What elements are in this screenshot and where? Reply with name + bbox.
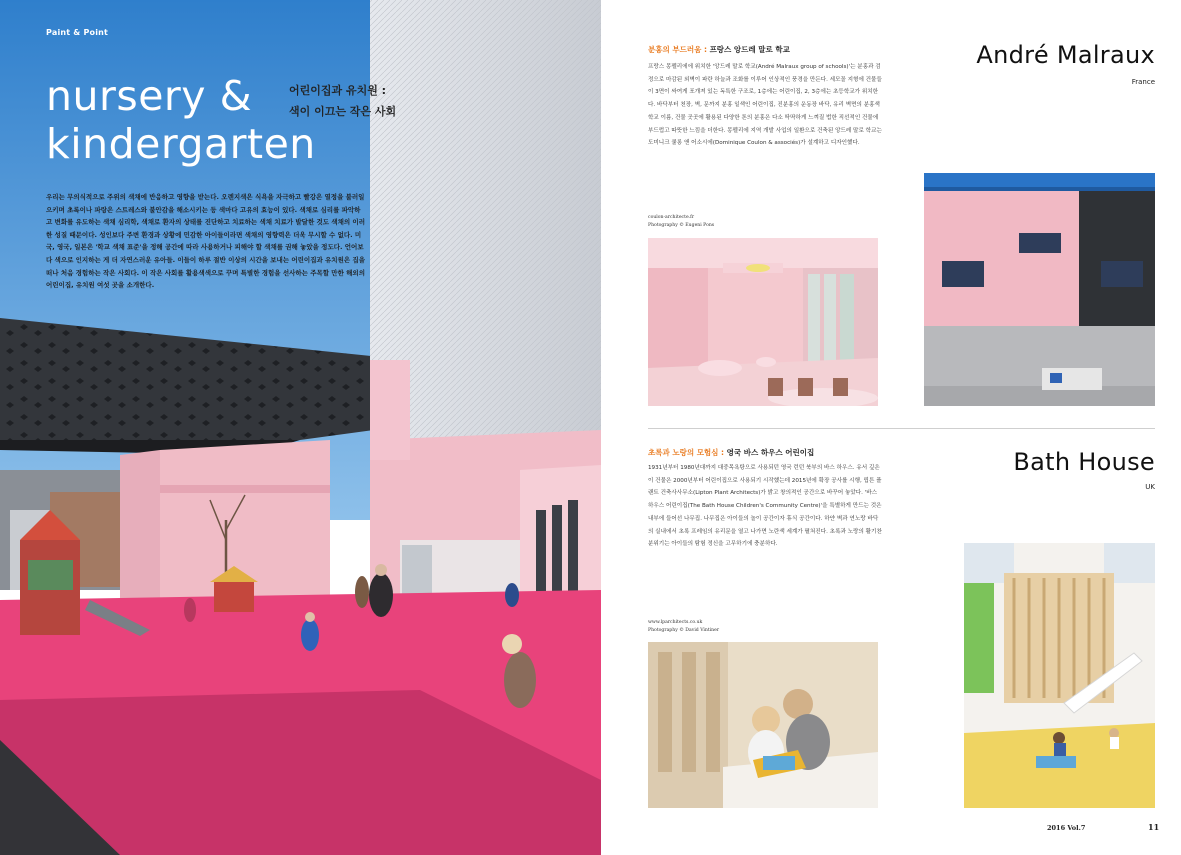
credit-photographer: Photography © Eugeni Pons (648, 223, 715, 228)
school-name-bath-house: Bath House (1013, 448, 1155, 476)
issue-label: 2016 Vol.7 (1047, 824, 1086, 832)
article-heading-andre-malraux (648, 44, 790, 55)
article-heading-separator: : (718, 448, 727, 457)
feature-title (46, 72, 316, 168)
article-divider (648, 428, 1155, 429)
article-heading-accent: 초록과 노랑의 모험심 (648, 448, 719, 457)
article-heading-separator: : (701, 45, 710, 54)
wooden-treehouse-photo (964, 543, 1155, 808)
school-name-andre-malraux: André Malraux (976, 41, 1155, 69)
photo-credit-andre-malraux (648, 214, 714, 230)
school-country-bath-house: UK (1145, 483, 1155, 491)
pink-classroom-photo (648, 238, 878, 406)
feature-title-line-1: nursery & (46, 72, 253, 120)
feature-title-line-2: kindergarten (46, 120, 316, 168)
feature-subtitle-line-2: 색이 이끄는 작은 사회 (289, 105, 397, 118)
credit-website: www.lparchitects.co.uk (648, 620, 703, 625)
article-heading-accent: 분홍의 부드러움 (648, 45, 702, 54)
credit-website: coulon-architecte.fr (648, 215, 695, 220)
article-heading-bath-house (648, 447, 814, 458)
feature-subtitle-line-1: 어린이집과 유치원 : (289, 84, 387, 97)
article-body-bath-house: 1931년부터 1980년대까지 대중목욕탕으로 사용되던 영국 런던 북부의 바스 하우스. 유서 깊은 이 건물은 2000년부터 어린이집으로 사용되기 시작했는데 2015년에 확장 공사를 시행, 립튼 플랜트 건축사사무소(Lipton Plant Architects)가 밝고 창의적인 공간으로 바꾸어 놓았다. '바스 하우스 어린이집(The Bath House Children's Community Centre)'을 특별하게 만드는 것은 내부에 들어선 나무집. 나무집은 아이들의 놀이 공간이자 휴식 공간이다. 하얀 벽과 연노랑 바닥의 실내에서 초록 프레임의 유리문을 열고 나가면 노란색 세계가 펼쳐진다. 초록과 노랑의 활기찬 분위기는 아이들의 탐험 정신을 고무하기에 충분하다. (648, 465, 882, 548)
intro-paragraph: 우리는 무의식적으로 주위의 색채에 반응하고 영향을 받는다. 오렌지색은 식욕을 자극하고 빨강은 열정을 불러일으키며 초록이나 파랑은 스트레스와 불안감을 해소시키는 등 색마다 고유의 효능이 있다. 색채로 심리를 파악하고 변화를 유도하는 색채 심리학, 색채로 환자의 상태를 진단하고 치료하는 색채 치료가 발달한 것도 색채의 이러한 성질 때문이다. 성인보다 주변 환경과 상황에 민감한 아이들이라면 색채의 영향력은 더욱 무시할 수 없다. 미국, 영국, 일본은 '학교 색채 표준'을 정해 공간에 따라 사용하거나 피해야 할 색채를 권해 놓았을 정도다. 언어보다 색으로 인지하는 게 더 자연스러운 유아들. 이들이 하루 절반 이상의 시간을 보내는 어린이집과 유치원은 집을 떠나 처음 경험하는 작은 사회다. 이 작은 사회를 활용색색으로 꾸며 특별한 경험을 선사하는 주목할 만한 해외의 어린이집, 유치원 여섯 곳을 소개한다. (46, 193, 365, 290)
page-number: 11 (1148, 822, 1160, 832)
feature-subtitle (289, 80, 396, 122)
article-body-andre-malraux: 프랑스 몽펠리에에 위치한 '앙드레 말로 학교(André Malraux group of schools)'는 분홍과 검정으로 마감된 외벽이 파란 하늘과 조화를 이루어 인상적인 풍경을 만든다. 세모꼴 지형에 건물들이 3면이 싸여게 포개져 있는 독특한 구조로, 1층에는 어린이집, 2, 3층에는 초등학교가 위치한다. 바닥부터 천장, 벽, 문까지 분홍 일색인 어린이집, 진분홍의 운동장 바닥, 유리 벽면의 분홍색 학교 이름, 건물 곳곳에 활용된 다양한 톤의 분홍은 다소 딱딱하게 느껴질 법한 직선적인 건물에 부드럽고 따뜻한 느낌을 더한다. 몽펠리에 지역 개발 사업의 일환으로 건축된 앙드레 말로 학교는 도미니크 쿨롱 앤 어소시에(Dominique Coulon & associés)가 설계하고 디자인했다. (648, 64, 882, 147)
section-tag: Paint & Point (46, 28, 109, 37)
pink-facade-photo (924, 173, 1155, 406)
article-heading-main: 프랑스 앙드레 말로 학교 (709, 45, 790, 54)
article-heading-main: 영국 바스 하우스 어린이집 (726, 448, 815, 457)
credit-photographer: Photography © David Vintiner (648, 628, 720, 633)
right-page (601, 0, 1181, 855)
school-country-andre-malraux: France (1131, 78, 1155, 86)
photo-credit-bath-house (648, 619, 719, 635)
children-reading-photo (648, 642, 878, 808)
